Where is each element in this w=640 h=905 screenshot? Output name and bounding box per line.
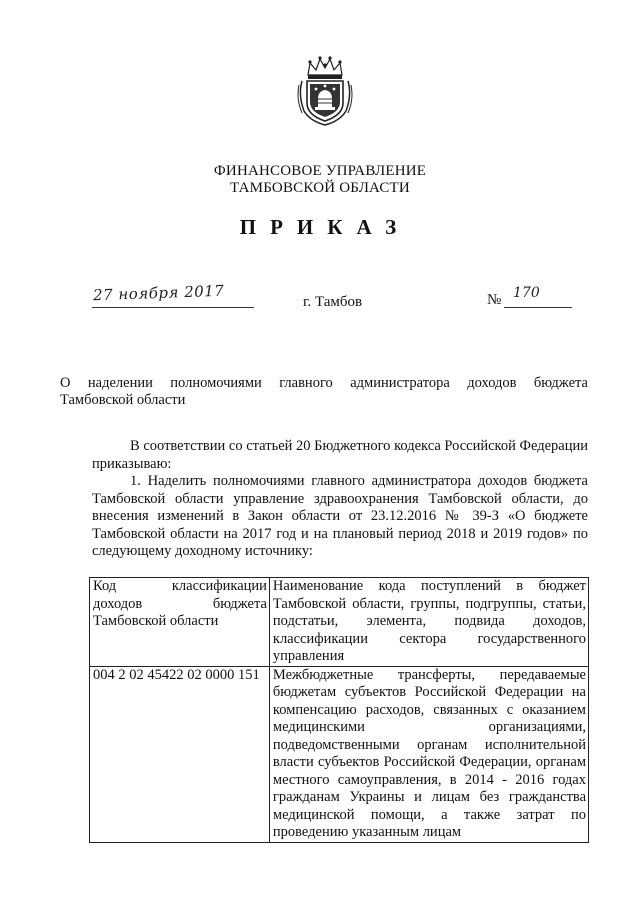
organization-name-line1: ФИНАНСОВОЕ УПРАВЛЕНИЕ	[213, 163, 427, 179]
subject-line1: О наделении полномочиями главного администратора доходов бюджета	[60, 375, 588, 391]
handwritten-order-number: 170	[513, 285, 540, 301]
order-number-label: №	[487, 292, 502, 308]
table-cell-code: 004 2 02 45422 02 0000 151	[93, 666, 260, 683]
number-underline	[504, 307, 572, 308]
organization-name-line2: ТАМБОВСКОЙ ОБЛАСТИ	[230, 180, 410, 196]
revenue-classification-table	[89, 577, 589, 843]
table-row	[90, 666, 589, 842]
preamble-paragraph: В соответствии со статьей 20 Бюджетного кодекса Российской Федерации приказываю:	[92, 438, 588, 472]
table-header-name: Наименование кода поступлений в бюджет Тамбовской области, группы, подгруппы, статьи, подстатьи, элемента, подвида доходов, классификации сектора государственного управления	[272, 578, 586, 664]
clause-1-paragraph: 1. Наделить полномочиями главного администратора доходов бюджета Тамбовской области управление здравоохранения Тамбовской области, до внесения изменений в Закон области от 23.12.2016 № 39-З «О бюджете Тамбовской области на 2017 год и на плановый период 2018 и 2019 годов» по следующему доходному источнику:	[92, 473, 588, 559]
document-title: ПРИКАЗ	[239, 215, 411, 239]
city-label: г. Тамбов	[303, 294, 363, 310]
order-subject	[60, 375, 588, 409]
handwritten-date: 27 ноября 2017	[92, 281, 225, 305]
subject-line2: Тамбовской области	[60, 392, 186, 408]
date-underline	[92, 307, 254, 308]
table-header-row	[90, 578, 589, 667]
tambov-coat-of-arms-icon	[296, 55, 354, 127]
order-body	[92, 438, 588, 561]
table-header-code: Код классификации доходов бюджета Тамбовской области	[93, 578, 267, 629]
table-cell-name: Межбюджетные трансферты, передаваемые бюджетам субъектов Российской Федерации на компенсацию расходов, связанных с оказанием медицинскими организациями, подведомственными органам исполнительной власти субъектов Российской Федерации, органам местного самоуправления, в 2014 - 2016 годах гражданам Украины и лицам без гражданства медицинской помощи, а также затрат по проведению указанным лицам	[272, 666, 586, 840]
